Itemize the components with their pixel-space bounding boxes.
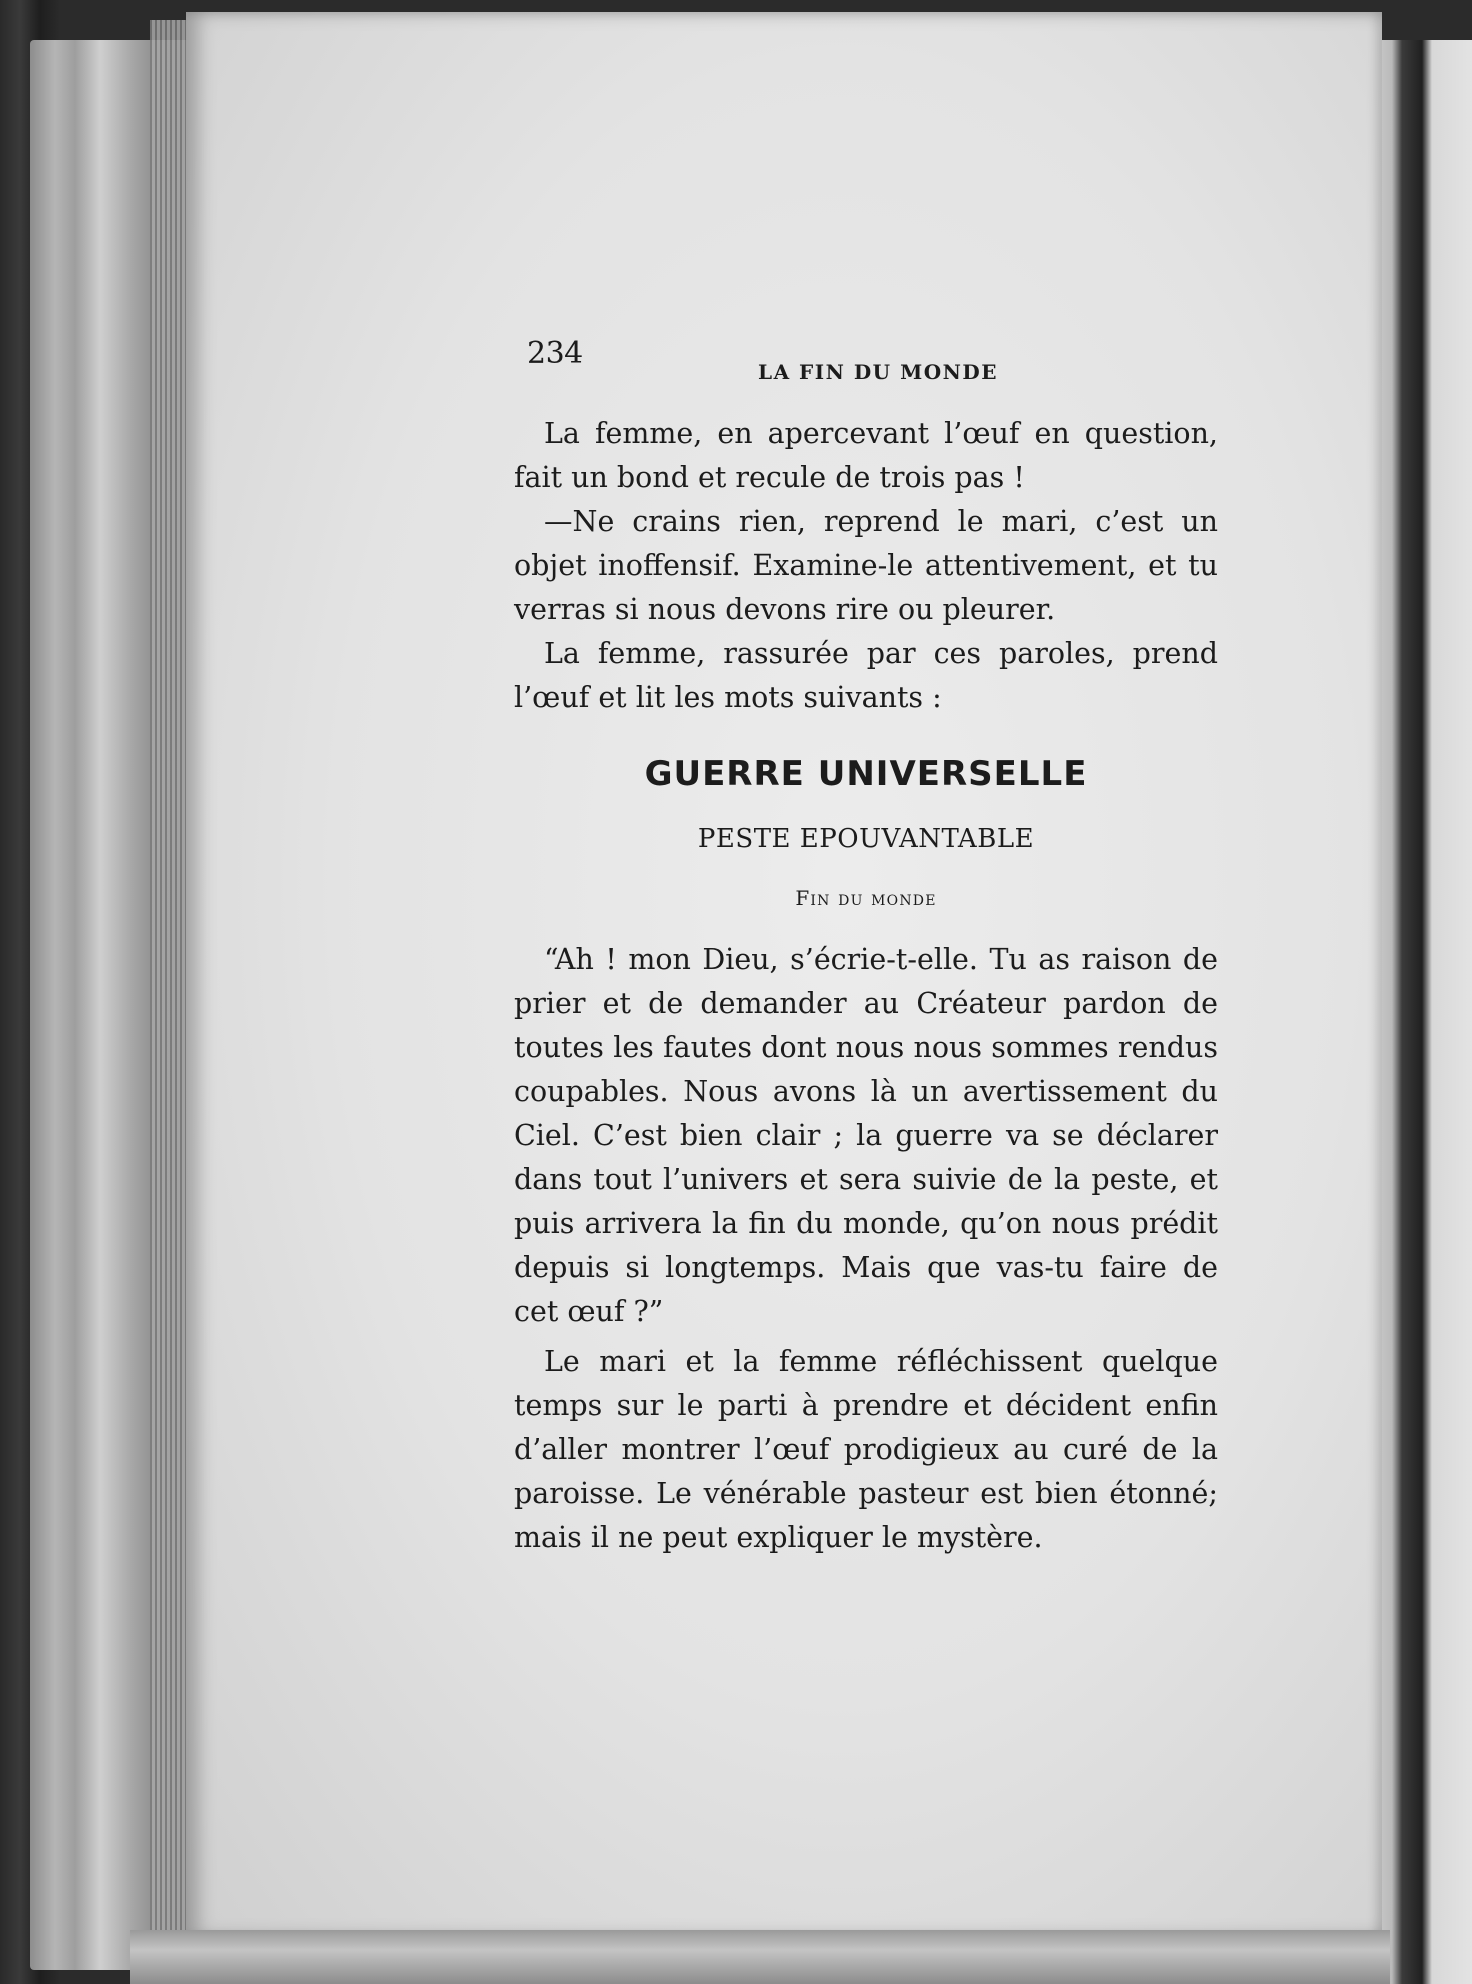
facing-page-edge: [1372, 40, 1472, 1984]
book-bottom-edge: [130, 1930, 1390, 1984]
egg-subheading: PESTE EPOUVANTABLE: [697, 824, 1035, 854]
paragraph: La femme, en apercevant l’œuf en question, fait un bond et recule de trois pas !: [514, 417, 1218, 494]
page-number: 234: [527, 336, 583, 371]
paragraph: —Ne crains rien, reprend le mari, c’est un objet inoffensif. Examine-le attentivement, et tu verras si nous devons rire ou pleurer.: [514, 505, 1218, 626]
page-edges: [150, 20, 190, 1940]
running-title: LA FIN DU MONDE: [758, 360, 999, 384]
paragraph: La femme, rassurée par ces paroles, prend l’œuf et lit les mots suivants :: [514, 637, 1218, 714]
paragraph: “Ah ! mon Dieu, s’écrie-t-elle. Tu as raison de prier et de demander au Créateur pardon de toutes les fautes dont nous nous sommes rendus coupables. Nous avons là un avertissement du Ciel. C’est bien clair ; la guerre va se déclarer dans tout l’univers et sera suivie de la peste, et puis arrivera la fin du monde, qu’on nous prédit depuis si longtemps. Mais que vas-tu faire de cet œuf ?”: [514, 943, 1218, 1328]
running-head: [514, 330, 1214, 384]
egg-headline: GUERRE UNIVERSELLE: [644, 754, 1088, 794]
egg-subheading-small: Fin du monde: [795, 886, 937, 910]
paragraph: Le mari et la femme réfléchissent quelque temps sur le parti à prendre et décident enfin d’aller montrer l’œuf prodigieux au curé de la paroisse. Le vénérable pasteur est bien étonné; mais il ne peut expliquer le mystère.: [514, 1345, 1218, 1554]
